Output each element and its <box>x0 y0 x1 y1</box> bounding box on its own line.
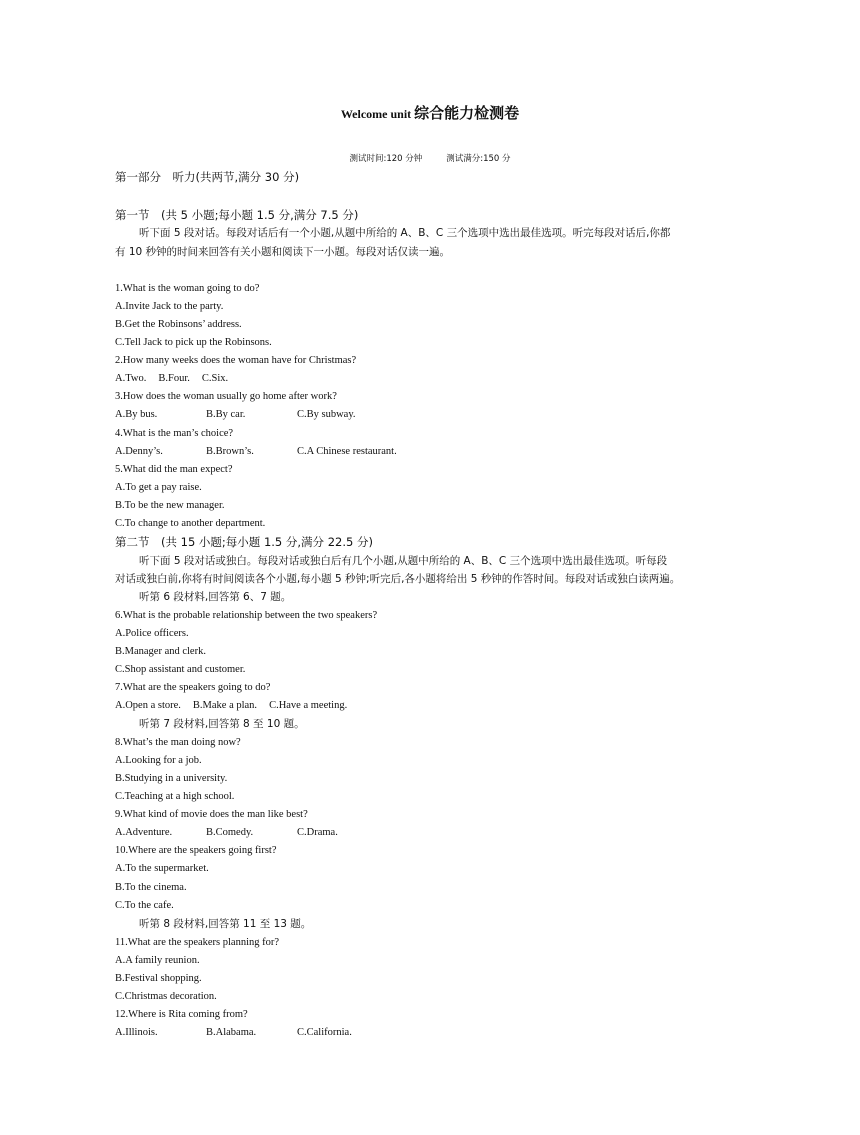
question-3-option-a: A.By bus. <box>115 409 158 420</box>
question-4-option-b: B.Brown’s. <box>206 446 254 457</box>
material-7-instruction: 听第 7 段材料,回答第 8 至 10 题。 <box>139 718 305 730</box>
material-8-instruction: 听第 8 段材料,回答第 11 至 13 题。 <box>139 918 312 930</box>
material-6-instruction: 听第 6 段材料,回答第 6、7 题。 <box>139 591 292 603</box>
question-9-options <box>115 826 338 840</box>
section1-instruction-line1: 听下面 5 段对话。每段对话后有一个小题,从题中所给的 A、B、C 三个选项中选出最佳选项。听完每段对话后,你都 <box>139 227 671 239</box>
question-8-option-c: C.Teaching at a high school. <box>115 791 235 802</box>
question-8-option-b: B.Studying in a university. <box>115 773 228 784</box>
question-12-stem: 12.Where is Rita coming from? <box>115 1009 248 1020</box>
title-english: Welcome unit <box>340 107 415 121</box>
question-4-stem: 4.What is the man’s choice? <box>115 428 234 439</box>
question-7-option-a: A.Open a store. <box>115 700 181 711</box>
question-6-stem: 6.What is the probable relationship between the two speakers? <box>115 610 378 621</box>
question-8-stem: 8.What’s the man doing now? <box>115 737 241 748</box>
question-11-option-a: A.A family reunion. <box>115 955 200 966</box>
test-time: 测试时间:120 分钟 <box>349 154 423 164</box>
question-9-stem: 9.What kind of movie does the man like best? <box>115 809 308 820</box>
question-4-option-a: A.Denny’s. <box>115 446 163 457</box>
question-3-option-c: C.By subway. <box>297 409 356 420</box>
question-12-option-a: A.Illinois. <box>115 1027 158 1038</box>
question-10-stem: 10.Where are the speakers going first? <box>115 845 277 856</box>
question-2-options <box>115 372 240 386</box>
question-12-options <box>115 1026 352 1040</box>
question-7-options <box>115 699 359 713</box>
question-2-option-c: C.Six. <box>201 373 229 384</box>
question-11-option-b: B.Festival shopping. <box>115 973 202 984</box>
question-1-option-c: C.Tell Jack to pick up the Robinsons. <box>115 337 272 348</box>
question-2-option-a: A.Two. <box>115 373 147 384</box>
section1-heading: 第一节 (共 5 小题;每小题 1.5 分,满分 7.5 分) <box>115 208 359 222</box>
question-1-option-a: A.Invite Jack to the party. <box>115 301 224 312</box>
section2-instruction-line2: 对话或独白前,你将有时间阅读各个小题,每小题 5 秒钟;听完后,各小题将给出 5 秒钟的作答时间。每段对话或独白读两遍。 <box>115 573 681 585</box>
part1-heading: 第一部分 听力(共两节,满分 30 分) <box>115 170 300 184</box>
title-chinese: 综合能力检测卷 <box>414 104 520 122</box>
question-7-option-b: B.Make a plan. <box>192 700 258 711</box>
question-7-stem: 7.What are the speakers going to do? <box>115 682 271 693</box>
section2-heading: 第二节 (共 15 小题;每小题 1.5 分,满分 22.5 分) <box>115 535 373 549</box>
question-6-option-b: B.Manager and clerk. <box>115 646 206 657</box>
question-5-option-c: C.To change to another department. <box>115 518 266 529</box>
question-11-option-c: C.Christmas decoration. <box>115 991 217 1002</box>
question-4-options <box>115 445 397 459</box>
question-3-option-b: B.By car. <box>206 409 246 420</box>
question-1-option-b: B.Get the Robinsons’ address. <box>115 319 242 330</box>
question-4-option-c: C.A Chinese restaurant. <box>297 446 397 457</box>
question-12-option-b: B.Alabama. <box>206 1027 257 1038</box>
question-2-option-b: B.Four. <box>158 373 190 384</box>
question-5-stem: 5.What did the man expect? <box>115 464 233 475</box>
question-1-stem: 1.What is the woman going to do? <box>115 283 260 294</box>
question-9-option-a: A.Adventure. <box>115 827 173 838</box>
question-10-option-a: A.To the supermarket. <box>115 863 209 874</box>
question-5-option-a: A.To get a pay raise. <box>115 482 202 493</box>
section1-instruction-line2: 有 10 秒钟的时间来回答有关小题和阅读下一小题。每段对话仅读一遍。 <box>115 246 451 258</box>
question-12-option-c: C.California. <box>297 1027 352 1038</box>
question-6-option-a: A.Police officers. <box>115 628 189 639</box>
question-5-option-b: B.To be the new manager. <box>115 500 225 511</box>
test-score: 测试满分:150 分 <box>446 154 511 164</box>
question-3-options <box>115 408 356 422</box>
question-2-stem: 2.How many weeks does the woman have for Christmas? <box>115 355 357 366</box>
exam-meta <box>0 153 860 165</box>
question-7-option-c: C.Have a meeting. <box>269 700 348 711</box>
question-10-option-b: B.To the cinema. <box>115 882 187 893</box>
question-9-option-b: B.Comedy. <box>206 827 254 838</box>
question-9-option-c: C.Drama. <box>297 827 338 838</box>
question-6-option-c: C.Shop assistant and customer. <box>115 664 246 675</box>
question-10-option-c: C.To the cafe. <box>115 900 174 911</box>
question-11-stem: 11.What are the speakers planning for? <box>115 937 280 948</box>
question-3-stem: 3.How does the woman usually go home after work? <box>115 391 337 402</box>
page-title <box>0 102 860 126</box>
section2-instruction-line1: 听下面 5 段对话或独白。每段对话或独白后有几个小题,从题中所给的 A、B、C 三个选项中选出最佳选项。听每段 <box>139 555 668 567</box>
question-8-option-a: A.Looking for a job. <box>115 755 202 766</box>
